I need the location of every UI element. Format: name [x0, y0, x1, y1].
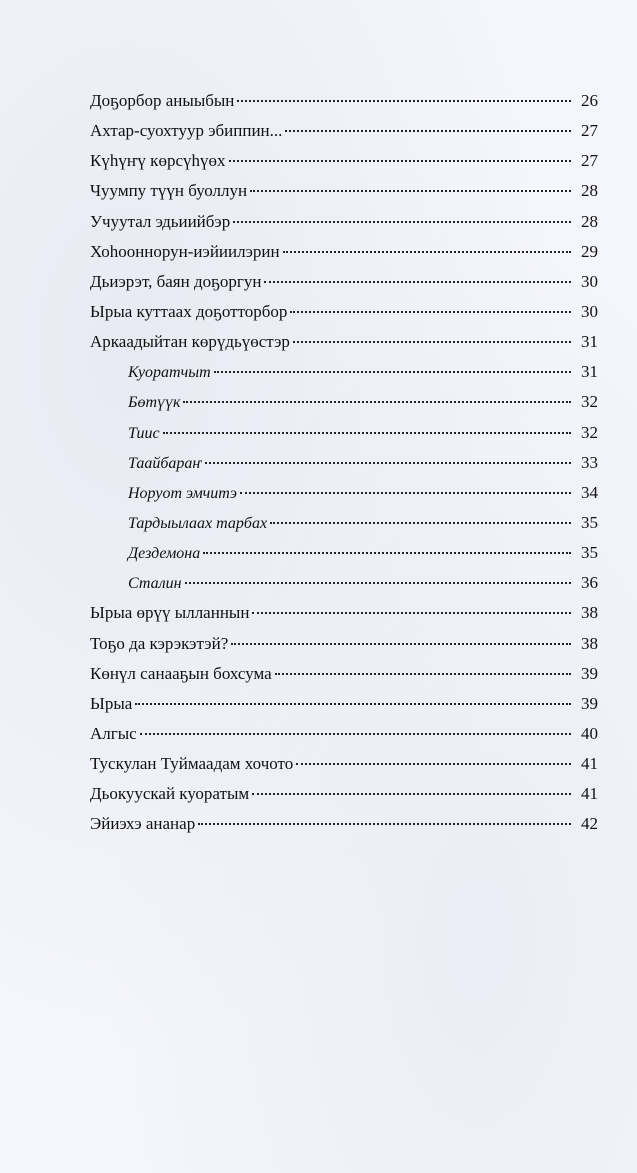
toc-entry-page-number: 31 [581, 362, 598, 382]
dot-leader [135, 702, 571, 705]
toc-entry [90, 598, 598, 628]
toc-entry-page-number: 41 [581, 784, 598, 804]
toc-sub-entry [90, 418, 598, 448]
toc-sub-entry [90, 538, 598, 568]
toc-entry-page-number: 28 [581, 211, 598, 231]
toc-entry-title: Чуумпу түүн буоллун [90, 181, 248, 201]
toc-entry-title: Аркаадыйтан көрүдьүөстэр [90, 332, 290, 352]
toc-entry [90, 689, 598, 719]
toc-entry [90, 237, 598, 267]
toc-entry-title: Дьокуускай куоратым [90, 784, 250, 804]
toc-entry-title: Доҕорбор аныыбын [90, 91, 235, 110]
table-of-contents [90, 86, 598, 840]
toc-entry-page-number: 38 [581, 603, 598, 623]
toc-entry-title: Ахтар-суохтуур эбиппин... [90, 121, 283, 141]
toc-entry-page-number: 30 [581, 301, 598, 321]
toc-entry-title: Ырыа өрүү ылланнын [90, 603, 250, 623]
toc-entry-title: Тиис [128, 424, 160, 442]
toc-entry-page-number: 31 [581, 332, 598, 352]
dot-leader [283, 250, 571, 253]
toc-entry-title: Күһүҥү көрсүһүөх [90, 151, 226, 171]
toc-entry-page-number: 32 [581, 422, 598, 442]
toc-entry-title: Сталин [128, 575, 182, 593]
toc-entry-page-number: 39 [581, 693, 598, 713]
dot-leader [214, 370, 571, 373]
dot-leader [229, 159, 572, 162]
toc-entry [90, 629, 598, 659]
toc-entry-page-number: 39 [581, 663, 598, 683]
toc-entry-page-number: 34 [581, 482, 598, 502]
dot-leader [290, 310, 571, 313]
toc-entry [90, 86, 598, 116]
toc-entry-title: Тардыылаах тарбах [128, 514, 268, 532]
toc-entry [90, 146, 598, 176]
dot-leader [205, 461, 571, 464]
toc-entry-page-number: 27 [581, 151, 598, 171]
toc-entry-page-number: 29 [581, 241, 598, 261]
toc-entry-page-number: 35 [581, 543, 598, 563]
dot-leader [233, 220, 571, 223]
dot-leader [250, 189, 571, 192]
dot-leader [293, 340, 571, 343]
toc-entry-page-number: 38 [581, 633, 598, 653]
dot-leader [183, 400, 571, 403]
toc-sub-entry [90, 508, 598, 538]
toc-entry [90, 749, 598, 779]
dot-leader [252, 792, 571, 795]
dot-leader [140, 732, 571, 735]
toc-entry-title: Таайбараҥ [128, 454, 203, 472]
toc-entry [90, 719, 598, 749]
dot-leader [264, 280, 571, 283]
toc-entry [90, 809, 598, 839]
toc-entry-title: Куоратчыт [128, 364, 211, 382]
toc-entry-page-number: 33 [581, 452, 598, 472]
dot-leader [275, 672, 571, 675]
toc-sub-entry [90, 448, 598, 478]
toc-entry-page-number: 40 [581, 723, 598, 743]
dot-leader [270, 521, 571, 524]
toc-sub-entry [90, 478, 598, 508]
toc-entry-title: Тускулан Туймаадам хочото [90, 754, 294, 774]
toc-entry-page-number: 32 [581, 392, 598, 412]
toc-entry [90, 327, 598, 357]
dot-leader [296, 762, 571, 765]
toc-entry-title: Норуот эмчитэ [128, 484, 237, 502]
toc-entry [90, 207, 598, 237]
toc-entry [90, 659, 598, 689]
dot-leader [203, 551, 571, 554]
toc-entry-title: Эйиэхэ ананар [90, 814, 196, 834]
toc-entry-page-number: 36 [581, 573, 598, 593]
dot-leader [285, 129, 571, 132]
toc-entry-title: Дездемона [128, 545, 201, 563]
toc-entry-page-number: 35 [581, 512, 598, 532]
toc-entry-title: Бөтүүк [128, 394, 181, 412]
dot-leader [185, 581, 571, 584]
toc-entry-page-number: 26 [581, 91, 598, 110]
toc-sub-entry [90, 387, 598, 417]
dot-leader [198, 822, 571, 825]
toc-entry-title: Учуутал эдьиийбэр [90, 211, 231, 231]
toc-entry [90, 267, 598, 297]
toc-entry-page-number: 28 [581, 181, 598, 201]
toc-entry-title: Көнүл санааҕын бохсума [90, 663, 272, 683]
toc-entry [90, 779, 598, 809]
dot-leader [240, 491, 571, 494]
toc-entry-page-number: 27 [581, 121, 598, 141]
dot-leader [231, 642, 571, 645]
toc-sub-entry [90, 568, 598, 598]
toc-sub-entry [90, 357, 598, 387]
toc-entry [90, 116, 598, 146]
toc-entry-title: Ырыа куттаах доҕотторбор [90, 301, 288, 321]
toc-entry-title: Алгыс [90, 723, 137, 743]
toc-entry-page-number: 41 [581, 754, 598, 774]
dot-leader [163, 431, 571, 434]
toc-entry-title: Дьиэрэт, баян доҕоргун [90, 271, 262, 291]
toc-entry-page-number: 30 [581, 271, 598, 291]
toc-entry [90, 176, 598, 206]
toc-entry-page-number: 42 [581, 814, 598, 834]
dot-leader [237, 99, 571, 102]
toc-entry [90, 297, 598, 327]
toc-entry-title: Тоҕо да кэрэкэтэй? [90, 633, 229, 653]
toc-entry-title: Хоһооннорун-иэйиилэрин [90, 241, 280, 261]
toc-entry-title: Ырыа [90, 693, 133, 713]
dot-leader [252, 611, 571, 614]
